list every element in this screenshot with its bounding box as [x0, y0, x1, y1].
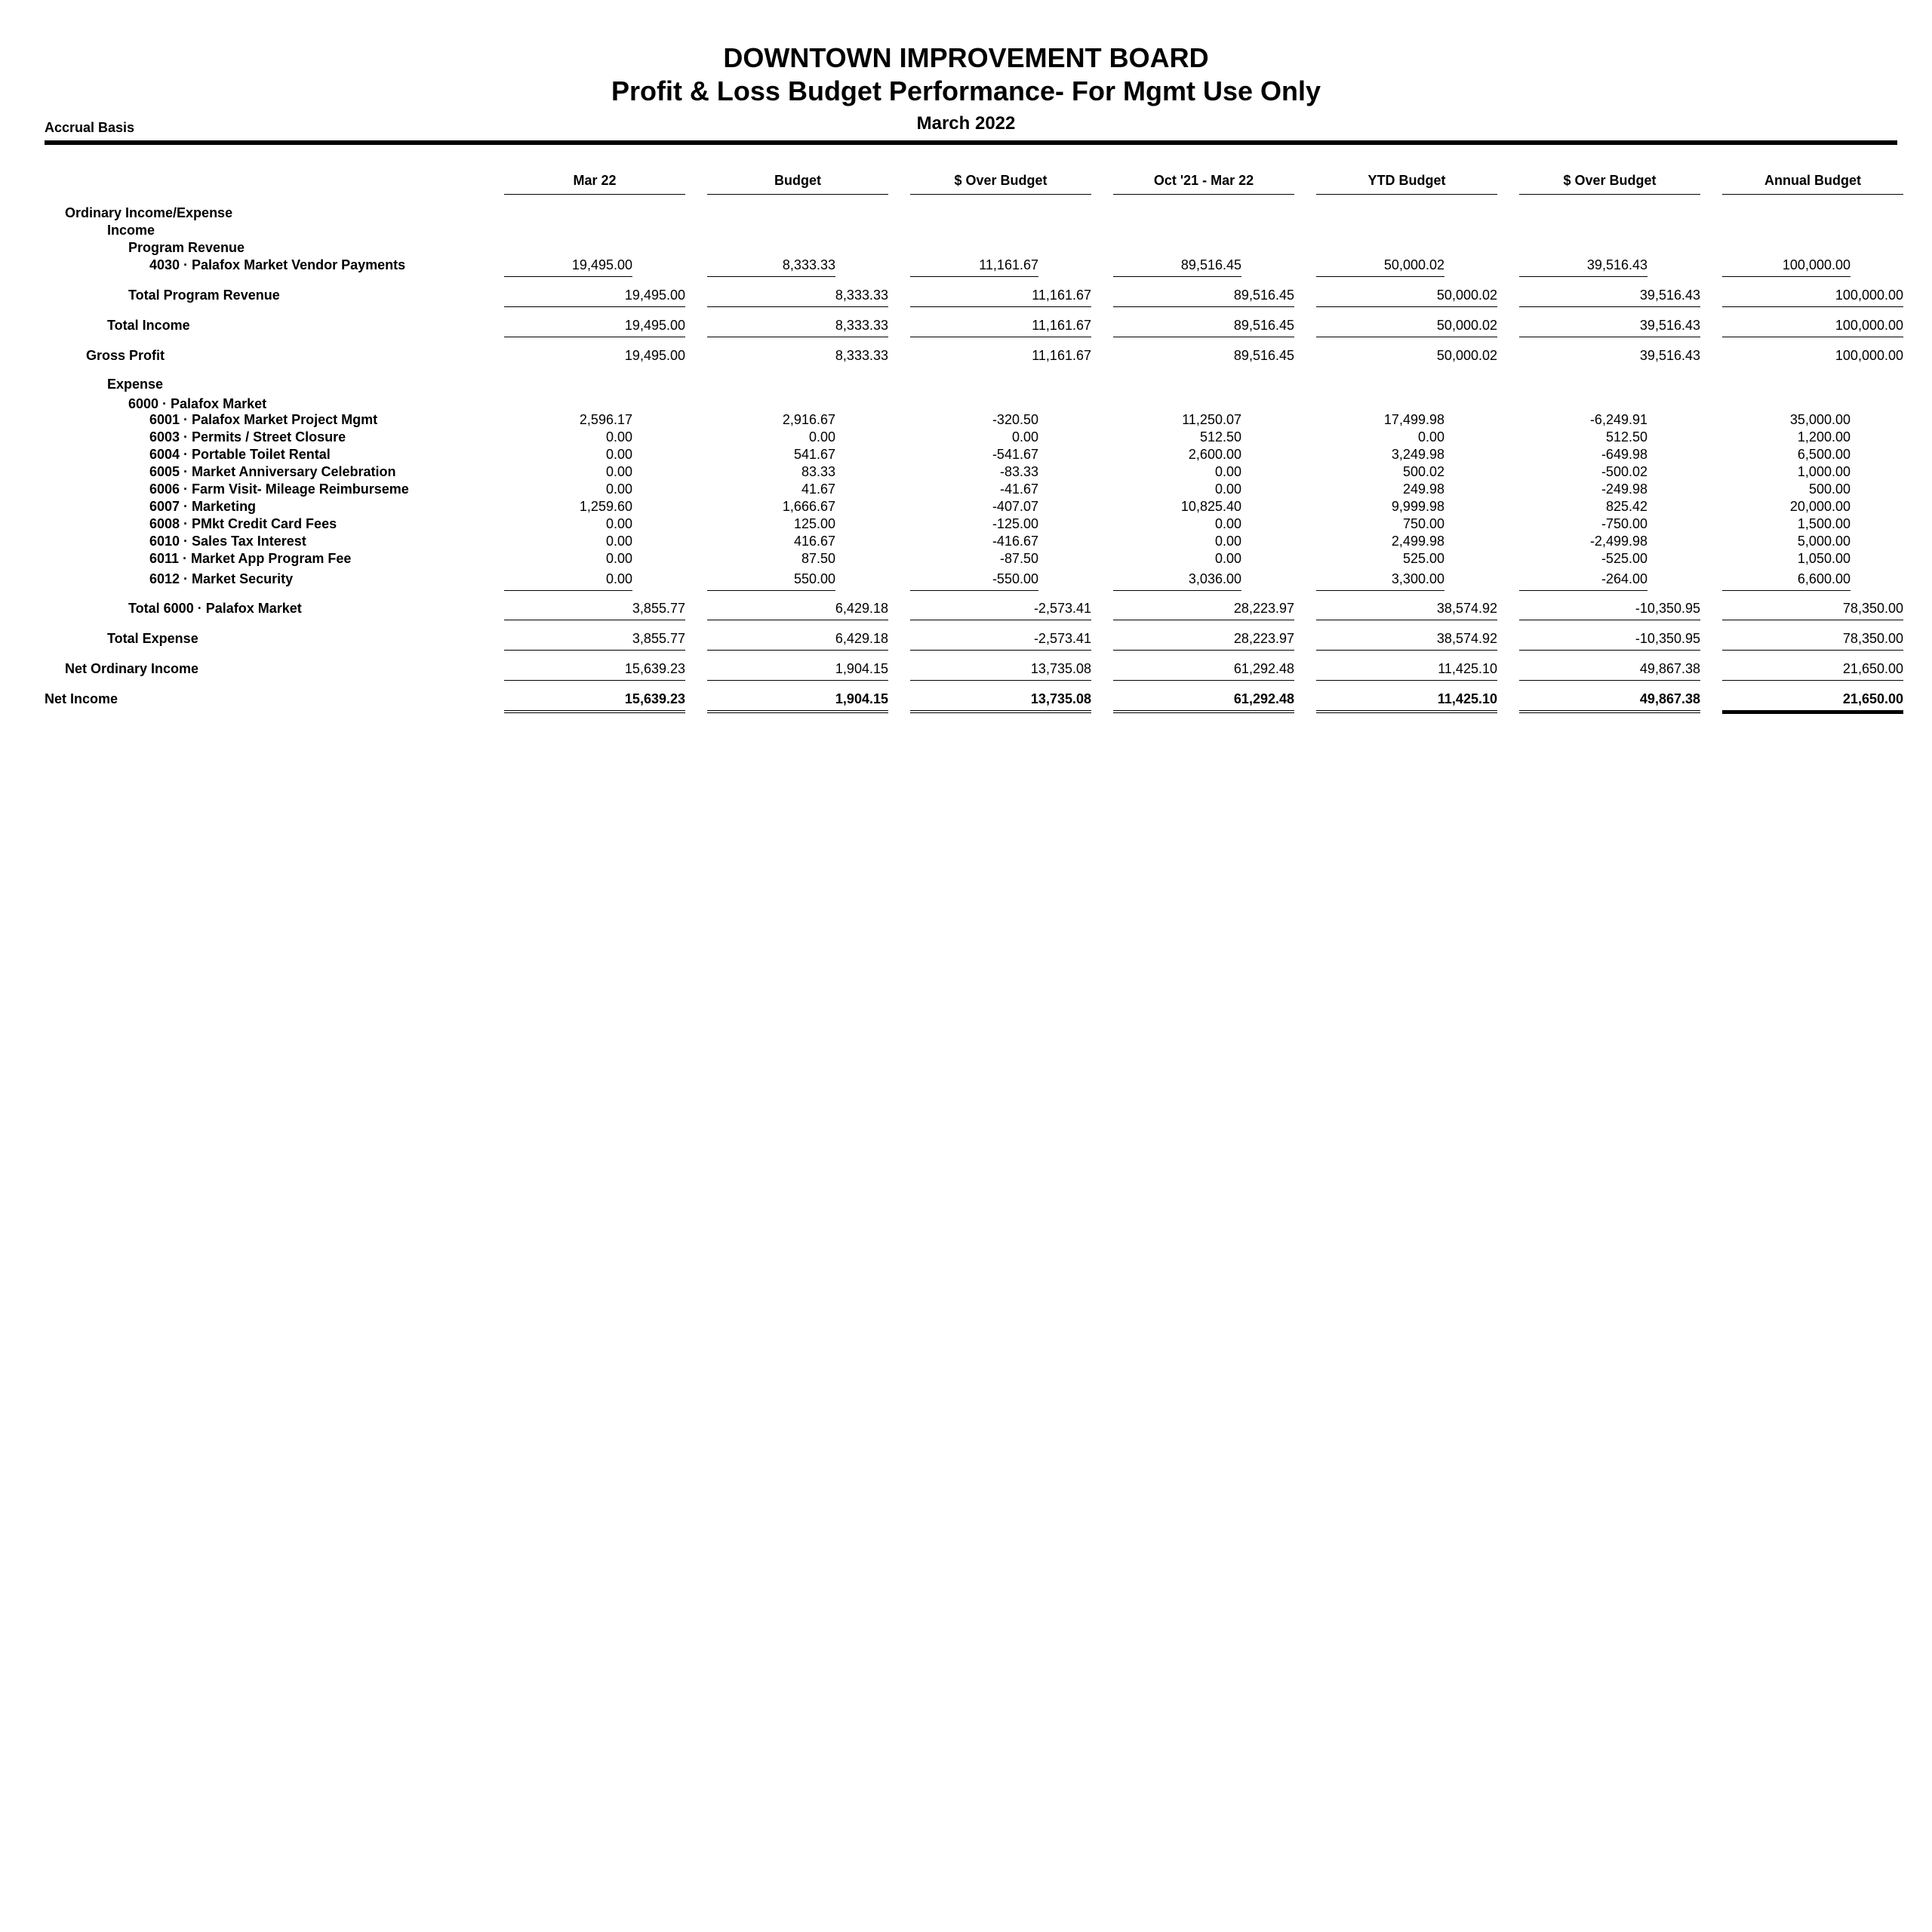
column-underline [1519, 680, 1700, 681]
row-value: 21,650.00 [1842, 661, 1903, 676]
row-value: 1,666.67 [782, 499, 835, 514]
row-value: 1,050.00 [1797, 551, 1850, 566]
column-underline [1722, 306, 1903, 307]
column-underline [707, 590, 835, 591]
row-value: 3,300.00 [1391, 571, 1444, 586]
row-value: 0.00 [1214, 516, 1241, 531]
column-underline [504, 710, 685, 713]
column-underline [1519, 650, 1700, 651]
row-value: 3,249.98 [1391, 447, 1444, 462]
row-value: -264.00 [1601, 571, 1647, 586]
row-value: 15,639.23 [624, 661, 685, 676]
row-value: 28,223.97 [1233, 601, 1294, 616]
row-value: 41.67 [801, 481, 835, 497]
column-header: Mar 22 [504, 172, 685, 195]
row-value: 89,516.45 [1233, 348, 1294, 363]
row-value: 11,425.10 [1437, 691, 1497, 706]
row-value: 8,333.33 [835, 318, 888, 333]
section-program-revenue: Program Revenue [128, 240, 245, 255]
column-underline [1113, 276, 1241, 277]
column-underline [1113, 590, 1241, 591]
column-underline [1519, 710, 1700, 713]
column-underline [1113, 650, 1294, 651]
row-label: 6004 · Portable Toilet Rental [149, 447, 331, 462]
column-underline [1316, 710, 1497, 713]
row-value: 17,499.98 [1383, 412, 1444, 427]
row-value: 39,516.43 [1586, 257, 1647, 272]
row-value: 19,495.00 [571, 257, 632, 272]
column-underline [1722, 590, 1850, 591]
row-value: -125.00 [992, 516, 1038, 531]
row-value: 100,000.00 [1782, 257, 1850, 272]
row-value: 87.50 [801, 551, 835, 566]
column-header: YTD Budget [1316, 172, 1497, 195]
row-value: -41.67 [999, 481, 1038, 497]
row-value: 750.00 [1402, 516, 1444, 531]
row-value: 249.98 [1402, 481, 1444, 497]
column-underline [910, 590, 1038, 591]
row-value: -541.67 [992, 447, 1038, 462]
row-label: 6001 · Palafox Market Project Mgmt [149, 412, 378, 427]
column-underline [1519, 276, 1647, 277]
column-underline [1722, 710, 1903, 714]
row-value: -83.33 [999, 464, 1038, 479]
row-value: 83.33 [801, 464, 835, 479]
column-underline [504, 650, 685, 651]
row-value: 61,292.48 [1233, 661, 1294, 676]
column-underline [910, 710, 1091, 713]
row-value: 0.00 [605, 571, 632, 586]
column-header: Annual Budget [1722, 172, 1903, 195]
row-value: 0.00 [1214, 481, 1241, 497]
row-label: Total Income [107, 318, 190, 333]
column-underline [910, 276, 1038, 277]
row-value: 89,516.45 [1180, 257, 1241, 272]
row-value: 39,516.43 [1639, 348, 1700, 363]
row-value: 6,429.18 [835, 601, 888, 616]
row-value: -10,350.95 [1635, 631, 1700, 646]
row-value: 49,867.38 [1639, 661, 1700, 676]
row-value: 61,292.48 [1233, 691, 1294, 706]
row-value: 6,500.00 [1797, 447, 1850, 462]
accounting-basis: Accrual Basis [45, 120, 135, 135]
column-underline [1113, 680, 1294, 681]
row-value: 11,250.07 [1182, 412, 1241, 427]
row-value: 512.50 [1199, 429, 1241, 445]
row-value: 13,735.08 [1030, 661, 1091, 676]
column-underline [707, 306, 888, 307]
row-value: -750.00 [1601, 516, 1647, 531]
row-value: -550.00 [992, 571, 1038, 586]
row-value: 89,516.45 [1233, 288, 1294, 303]
company-name: DOWNTOWN IMPROVEMENT BOARD [723, 42, 1209, 73]
row-value: 20,000.00 [1789, 499, 1850, 514]
row-value: 125.00 [793, 516, 835, 531]
row-label: 6012 · Market Security [149, 571, 294, 586]
row-value: 0.00 [1214, 464, 1241, 479]
column-underline [910, 306, 1091, 307]
row-value: -320.50 [992, 412, 1038, 427]
row-value: 825.42 [1605, 499, 1647, 514]
row-label: 6010 · Sales Tax Interest [149, 534, 306, 549]
row-label: Total 6000 · Palafox Market [128, 601, 302, 616]
row-value: 39,516.43 [1639, 288, 1700, 303]
row-value: 11,425.10 [1438, 661, 1497, 676]
row-value: -2,499.98 [1589, 534, 1647, 549]
row-value: 3,855.77 [632, 631, 685, 646]
column-underline [1316, 590, 1444, 591]
header-rule [45, 140, 1897, 145]
row-label: 6008 · PMkt Credit Card Fees [149, 516, 337, 531]
row-value: 0.00 [605, 429, 632, 445]
row-value: -407.07 [992, 499, 1038, 514]
column-underline [504, 276, 632, 277]
column-underline [910, 680, 1091, 681]
section-income: Income [107, 223, 155, 238]
row-value: 525.00 [1402, 551, 1444, 566]
row-value: 89,516.45 [1233, 318, 1294, 333]
row-value: 0.00 [605, 534, 632, 549]
row-label: 6006 · Farm Visit- Mileage Reimburseme [149, 481, 409, 497]
row-label: 6003 · Permits / Street Closure [149, 429, 346, 445]
row-value: 19,495.00 [624, 348, 685, 363]
column-underline [707, 650, 888, 651]
row-value: 550.00 [793, 571, 835, 586]
row-value: -249.98 [1601, 481, 1647, 497]
row-value: 78,350.00 [1842, 601, 1903, 616]
row-value: 3,855.77 [632, 601, 685, 616]
column-header: $ Over Budget [1519, 172, 1700, 195]
row-value: 78,350.00 [1842, 631, 1903, 646]
row-value: -2,573.41 [1033, 631, 1091, 646]
row-label: 6005 · Market Anniversary Celebration [149, 464, 396, 479]
row-value: 6,429.18 [835, 631, 888, 646]
section-ordinary-income-expense: Ordinary Income/Expense [65, 205, 233, 220]
row-value: -649.98 [1601, 447, 1647, 462]
row-label: 6007 · Marketing [149, 499, 257, 514]
row-value: 2,600.00 [1188, 447, 1241, 462]
report-period: March 2022 [916, 113, 1016, 134]
row-label: Gross Profit [86, 348, 165, 363]
column-header: $ Over Budget [910, 172, 1091, 195]
section-palafox-market: 6000 · Palafox Market [128, 396, 267, 411]
row-value: 1,200.00 [1797, 429, 1850, 445]
column-underline [1316, 650, 1497, 651]
column-underline [1519, 590, 1647, 591]
row-value: 11,161.67 [1032, 348, 1091, 363]
row-value: 0.00 [605, 481, 632, 497]
row-value: 100,000.00 [1835, 288, 1903, 303]
column-underline [504, 306, 685, 307]
row-value: 15,639.23 [624, 691, 685, 706]
section-expense: Expense [107, 377, 164, 392]
row-value: -500.02 [1601, 464, 1647, 479]
row-value: 416.67 [793, 534, 835, 549]
column-underline [1722, 680, 1903, 681]
column-underline [707, 710, 888, 713]
column-underline [1113, 710, 1294, 713]
row-value: 50,000.02 [1436, 288, 1497, 303]
row-value: 0.00 [1214, 551, 1241, 566]
row-label: Net Income [45, 691, 118, 706]
row-value: 0.00 [808, 429, 835, 445]
column-underline [707, 276, 835, 277]
row-value: 0.00 [605, 464, 632, 479]
row-value: 0.00 [1417, 429, 1444, 445]
row-value: 38,574.92 [1436, 601, 1497, 616]
row-label: Total Program Revenue [128, 288, 280, 303]
row-value: 8,333.33 [835, 288, 888, 303]
row-value: 49,867.38 [1639, 691, 1700, 706]
row-value: 50,000.02 [1436, 318, 1497, 333]
row-value: 9,999.98 [1391, 499, 1444, 514]
column-underline [1316, 306, 1497, 307]
row-value: -525.00 [1601, 551, 1647, 566]
row-value: 11,161.67 [1032, 288, 1091, 303]
row-value: 39,516.43 [1639, 318, 1700, 333]
column-underline [1519, 306, 1700, 307]
report-title: Profit & Loss Budget Performance- For Mgmt Use Only [611, 75, 1321, 106]
row-value: 0.00 [1214, 534, 1241, 549]
row-value: 3,036.00 [1188, 571, 1241, 586]
column-header: Oct '21 - Mar 22 [1113, 172, 1294, 195]
row-value: 21,650.00 [1842, 691, 1903, 706]
row-value: -87.50 [999, 551, 1038, 566]
row-value: 8,333.33 [835, 348, 888, 363]
column-underline [1722, 650, 1903, 651]
column-underline [504, 680, 685, 681]
row-value: 50,000.02 [1436, 348, 1497, 363]
column-underline [504, 590, 632, 591]
row-value: -416.67 [992, 534, 1038, 549]
row-value: 50,000.02 [1383, 257, 1444, 272]
row-value: 0.00 [605, 516, 632, 531]
row-label: Total Expense [107, 631, 198, 646]
column-underline [1722, 276, 1850, 277]
row-value: 100,000.00 [1835, 348, 1903, 363]
column-underline [910, 650, 1091, 651]
row-value: 2,499.98 [1391, 534, 1444, 549]
row-value: 1,259.60 [579, 499, 632, 514]
row-value: 1,500.00 [1797, 516, 1850, 531]
row-value: 13,735.08 [1030, 691, 1091, 706]
row-value: 8,333.33 [782, 257, 835, 272]
row-value: 1,904.15 [835, 691, 888, 706]
column-underline [1316, 276, 1444, 277]
column-header: Budget [707, 172, 888, 195]
column-underline [707, 680, 888, 681]
row-value: 10,825.40 [1180, 499, 1241, 514]
row-value: 28,223.97 [1233, 631, 1294, 646]
row-value: -6,249.91 [1589, 412, 1647, 427]
row-value: 11,161.67 [1032, 318, 1091, 333]
row-label: Net Ordinary Income [65, 661, 199, 676]
row-value: 19,495.00 [624, 318, 685, 333]
row-value: 0.00 [605, 447, 632, 462]
row-value: 500.02 [1402, 464, 1444, 479]
row-value: 38,574.92 [1436, 631, 1497, 646]
row-label: 6011 · Market App Program Fee [149, 551, 352, 566]
row-label: 4030 · Palafox Market Vendor Payments [149, 257, 406, 272]
row-value: 0.00 [605, 551, 632, 566]
row-value: 5,000.00 [1797, 534, 1850, 549]
row-value: 541.67 [793, 447, 835, 462]
row-value: 0.00 [1011, 429, 1038, 445]
row-value: 100,000.00 [1835, 318, 1903, 333]
row-value: 6,600.00 [1797, 571, 1850, 586]
row-value: 35,000.00 [1789, 412, 1850, 427]
row-value: 19,495.00 [624, 288, 685, 303]
row-value: 1,904.15 [835, 661, 888, 676]
column-underline [1113, 306, 1294, 307]
row-value: -2,573.41 [1033, 601, 1091, 616]
row-value: 1,000.00 [1797, 464, 1850, 479]
row-value: 2,596.17 [579, 412, 632, 427]
row-value: 500.00 [1808, 481, 1850, 497]
row-value: 2,916.67 [782, 412, 835, 427]
row-value: 11,161.67 [979, 257, 1038, 272]
row-value: 512.50 [1605, 429, 1647, 445]
column-underline [1316, 680, 1497, 681]
row-value: -10,350.95 [1635, 601, 1700, 616]
